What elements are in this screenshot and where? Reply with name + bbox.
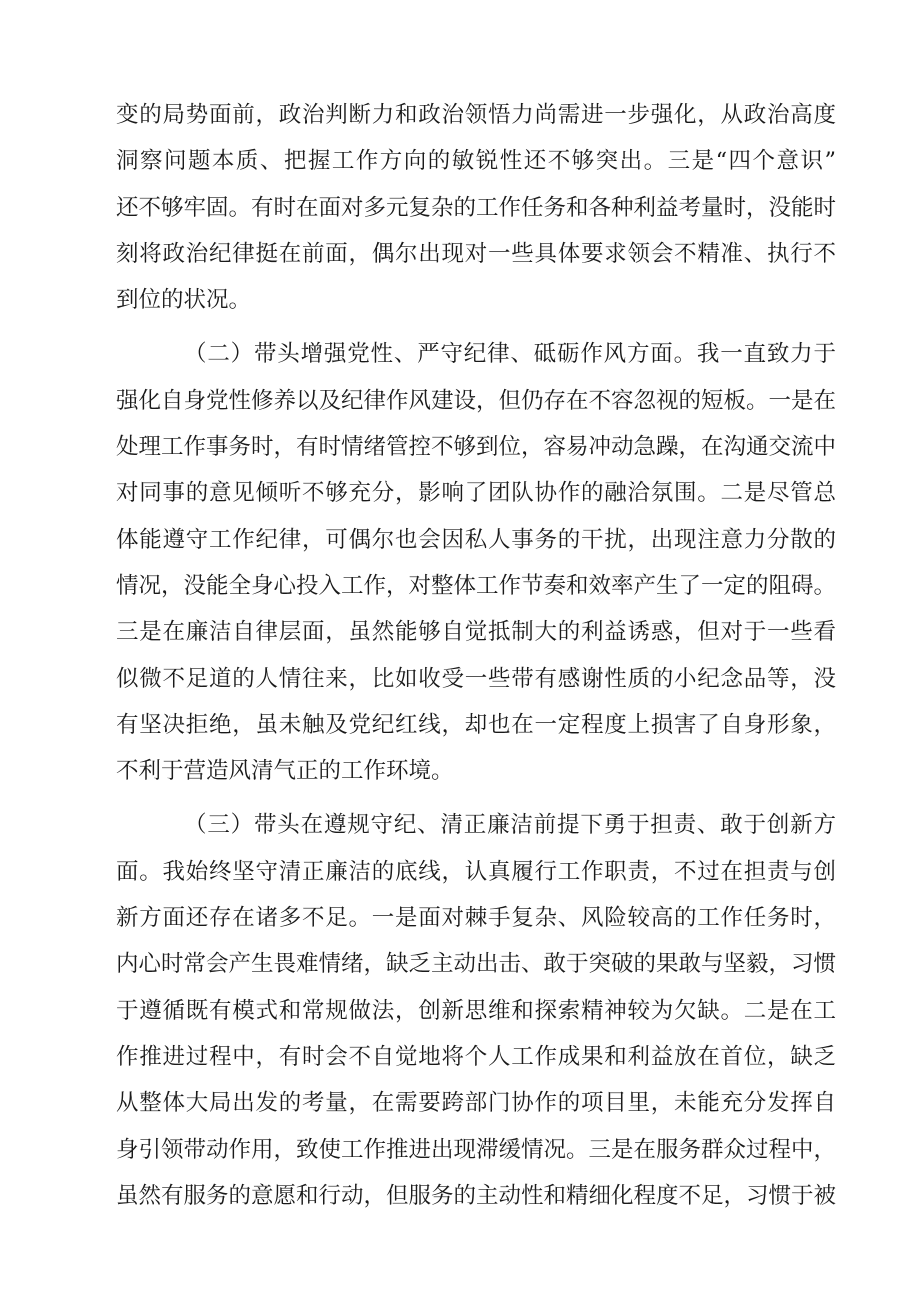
text-line: 情况，没能全身心投入工作，对整体工作节奏和效率产生了一定的阻碍。 [116, 572, 837, 599]
paragraph-political-awareness [116, 92, 836, 323]
text-line: 刻将政治纪律挺在前面，偶尔出现对一些具体要求领会不精准、执行不 [116, 240, 836, 267]
paragraph-section-three [116, 802, 836, 1219]
text-line: 体能遵守工作纪律，可偶尔也会因私人事务的干扰，出现注意力分散的 [116, 526, 836, 553]
paragraph-gap [116, 323, 836, 331]
text-line: 新方面还存在诸多不足。一是面对棘手复杂、风险较高的工作任务时， [116, 905, 836, 932]
text-line: 面。我始终坚守清正廉洁的底线，认真履行工作职责，不过在担责与创 [116, 858, 836, 885]
text-line: 强化自身党性修养以及纪律作风建设，但仍存在不容忽视的短板。一是在 [116, 387, 837, 414]
paragraph-gap [116, 794, 836, 802]
text-line: 从整体大局出发的考量，在需要跨部门协作的项目里，未能充分发挥自 [116, 1090, 836, 1117]
text-line: 处理工作事务时，有时情绪管控不够到位，容易冲动急躁，在沟通交流中 [116, 434, 837, 461]
text-line: 作推进过程中，有时会不自觉地将个人工作成果和利益放在首位，缺乏 [116, 1043, 836, 1070]
section-heading-line: （三）带头在遵规守纪、清正廉洁前提下勇于担责、敢于创新方 [184, 812, 836, 839]
text-line: 变的局势面前，政治判断力和政治领悟力尚需进一步强化，从政治高度 [116, 102, 836, 128]
text-line: 不利于营造风清气正的工作环境。 [116, 758, 454, 785]
text-line: 内心时常会产生畏难情绪，缺乏主动出击、敢于突破的果敢与坚毅，习惯 [116, 951, 837, 978]
text-line: 于遵循既有模式和常规做法，创新思维和探索精神较为欠缺。二是在工 [116, 997, 836, 1024]
text-line: 身引领带动作用，致使工作推进出现滞缓情况。三是在服务群众过程中， [116, 1136, 837, 1163]
text-line: 还不够牢固。有时在面对多元复杂的工作任务和各种利益考量时，没能时 [116, 194, 837, 221]
text-line: 到位的状况。 [116, 287, 252, 314]
text-line: 洞察问题本质、把握工作方向的敏锐性还不够突出。三是“四个意识” [116, 148, 836, 175]
text-line: 似微不足道的人情往来，比如收受一些带有感谢性质的小纪念品等，没 [116, 665, 836, 692]
section-heading-line: （二）带头增强党性、严守纪律、砥砺作风方面。我一直致力于 [184, 341, 836, 368]
paragraph-section-two [116, 331, 836, 794]
document-body [116, 92, 836, 1219]
text-line: 三是在廉洁自律层面，虽然能够自觉抵制大的利益诱惑，但对于一些看 [116, 619, 836, 646]
text-line: 虽然有服务的意愿和行动，但服务的主动性和精细化程度不足，习惯于被 [116, 1182, 837, 1209]
text-line: 对同事的意见倾听不够充分，影响了团队协作的融洽氛围。二是尽管总 [116, 480, 836, 507]
text-line: 有坚决拒绝，虽未触及党纪红线，却也在一定程度上损害了自身形象， [116, 711, 836, 738]
